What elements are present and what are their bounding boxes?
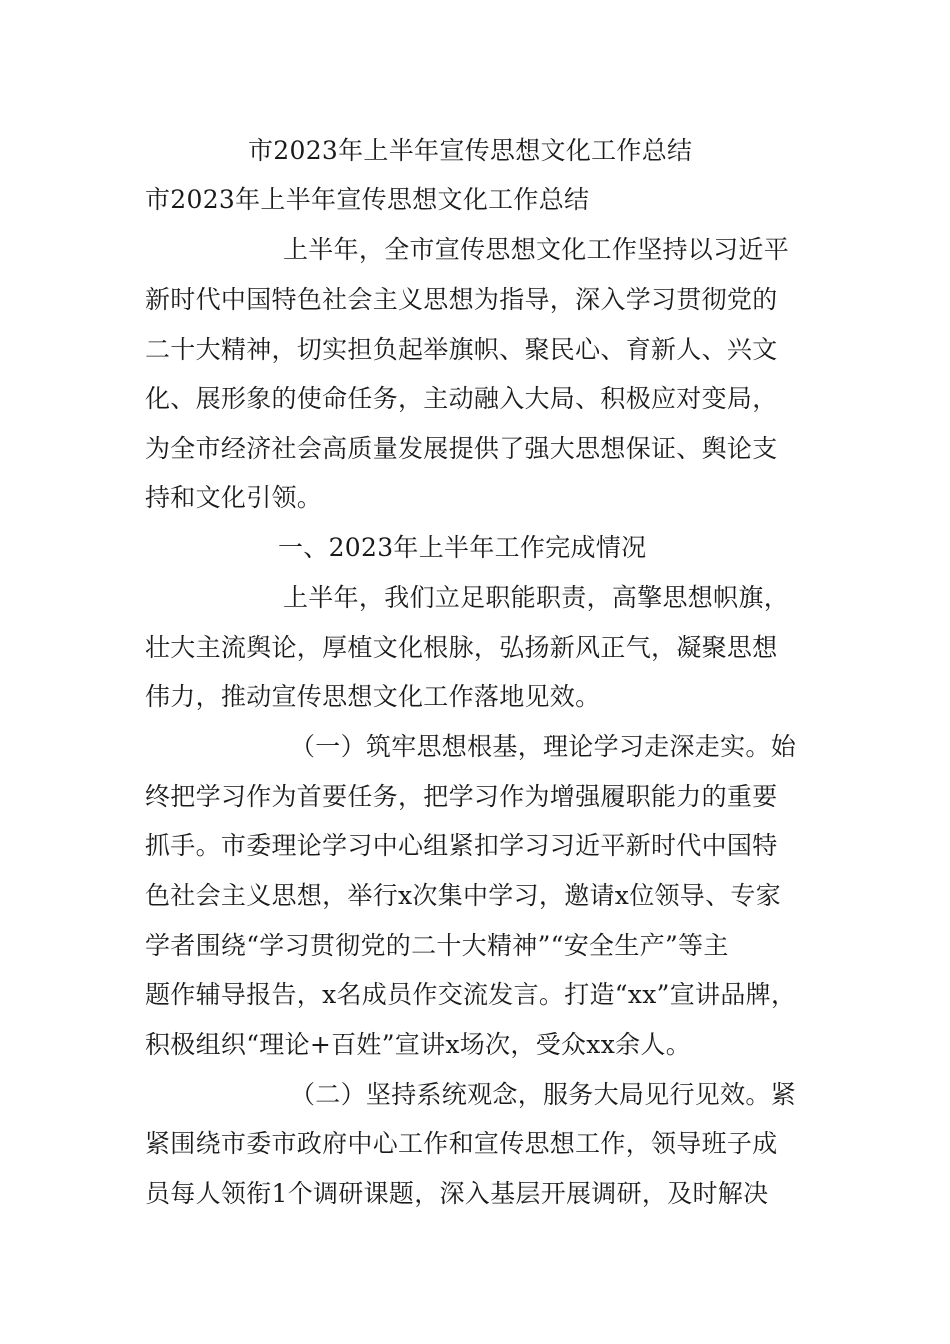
paragraph-line: （一）筑牢思想根基，理论学习走深走实。始 <box>290 732 797 761</box>
paragraph-line: 化、展形象的使命任务，主动融入大局、积极应对变局， <box>145 384 778 413</box>
paragraph-line: 积极组织“理论+百姓”宣讲x场次，受众xx余人。 <box>145 1030 692 1059</box>
paragraph-line: 上半年，全市宣传思想文化工作坚持以习近平 <box>283 235 790 264</box>
paragraph-line: 新时代中国特色社会主义思想为指导，深入学习贯彻党的 <box>145 285 778 314</box>
paragraph-line: 色社会主义思想，举行x次集中学习，邀请x位领导、专家 <box>145 881 782 910</box>
paragraph-line: 紧围绕市委市政府中心工作和宣传思想工作，领导班子成 <box>145 1129 778 1158</box>
document-title: 市2023年上半年宣传思想文化工作总结 <box>248 136 693 165</box>
paragraph-line: 伟力，推动宣传思想文化工作落地见效。 <box>145 682 601 711</box>
paragraph-line: 终把学习作为首要任务，把学习作为增强履职能力的重要 <box>145 782 778 811</box>
document-subtitle: 市2023年上半年宣传思想文化工作总结 <box>145 185 590 214</box>
paragraph-line: 二十大精神，切实担负起举旗帜、聚民心、育新人、兴文 <box>145 335 778 364</box>
paragraph-line: 学者围绕“学习贯彻党的二十大精神”“安全生产”等主 <box>145 931 729 960</box>
paragraph-line: 持和文化引领。 <box>145 483 323 512</box>
section-heading: 一、2023年上半年工作完成情况 <box>278 533 647 562</box>
paragraph-line: 为全市经济社会高质量发展提供了强大思想保证、舆论支 <box>145 434 778 463</box>
paragraph-line: 抓手。市委理论学习中心组紧扣学习习近平新时代中国特 <box>145 831 778 860</box>
paragraph-line: 上半年，我们立足职能职责，高擎思想帜旗， <box>283 583 790 612</box>
paragraph-line: 题作辅导报告，x名成员作交流发言。打造“xx”宣讲品牌， <box>145 980 797 1009</box>
paragraph-line: （二）坚持系统观念，服务大局见行见效。紧 <box>290 1080 797 1109</box>
paragraph-line: 壮大主流舆论，厚植文化根脉，弘扬新风正气，凝聚思想 <box>145 633 778 662</box>
paragraph-line: 员每人领衔1个调研课题，深入基层开展调研，及时解决 <box>145 1179 769 1208</box>
